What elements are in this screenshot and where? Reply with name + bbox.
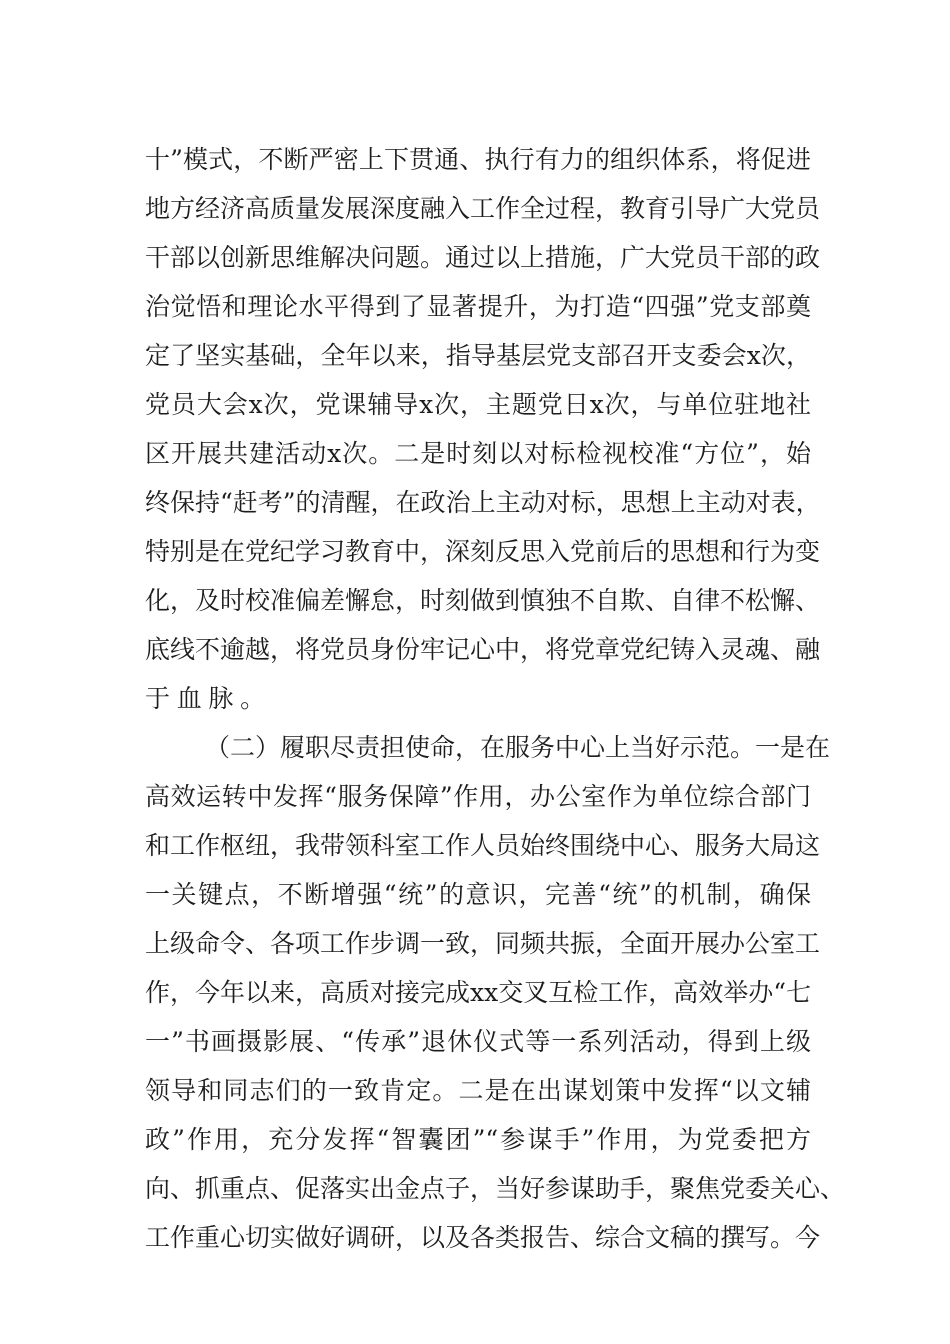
text-line: 终保持“赶考”的清醒，在政治上主动对标，思想上主动对表，: [145, 488, 821, 517]
text-line: 区开展共建活动x次。二是时刻以对标检视校准“方位”，始: [145, 439, 811, 468]
text-line: 地方经济高质量发展深度融入工作全过程，教育引导广大党员: [145, 194, 821, 223]
text-line: 上级命令、各项工作步调一致，同频共振，全面开展办公室工: [145, 929, 821, 958]
text-line: 一关键点，不断增强“统”的意识，完善“统”的机制，确保: [145, 880, 811, 909]
text-line: 定了坚实基础，全年以来，指导基层党支部召开支委会x次，: [145, 341, 811, 370]
text-line: 高效运转中发挥“服务保障”作用，办公室作为单位综合部门: [145, 782, 811, 811]
text-line: 作，今年以来，高质对接完成xx交叉互检工作，高效举办“七: [145, 978, 811, 1007]
text-line: 特别是在党纪学习教育中，深刻反思入党前后的思想和行为变: [145, 537, 821, 566]
text-line: 十”模式，不断严密上下贯通、执行有力的组织体系，将促进: [145, 145, 811, 174]
document-page: [145, 142, 846, 1269]
text-line: 一”书画摄影展、“传承”退休仪式等一系列活动，得到上级: [145, 1027, 811, 1056]
text-line: 于血脉。: [145, 684, 272, 713]
text-line: 化，及时校准偏差懈怠，时刻做到慎独不自欺、自律不松懈、: [145, 586, 821, 615]
text-line: 治觉悟和理论水平得到了显著提升，为打造“四强”党支部奠: [145, 292, 811, 321]
text-line: 向、抓重点、促落实出金点子，当好参谋助手，聚焦党委关心、: [145, 1174, 846, 1203]
text-line: 和工作枢纽，我带领科室工作人员始终围绕中心、服务大局这: [145, 831, 821, 860]
paragraph-1: [145, 142, 821, 730]
text-line: 政”作用，充分发挥“智囊团”“参谋手”作用，为党委把方: [145, 1125, 811, 1154]
text-line: 干部以创新思维解决问题。通过以上措施，广大党员干部的政: [145, 243, 821, 272]
text-line: 工作重心切实做好调研，以及各类报告、综合文稿的撰写。今: [145, 1223, 821, 1252]
text-line: （二）履职尽责担使命，在服务中心上当好示范。一是在: [205, 733, 831, 762]
text-line: 党员大会x次，党课辅导x次，主题党日x次，与单位驻地社: [145, 390, 811, 419]
text-line: 底线不逾越，将党员身份牢记心中，将党章党纪铸入灵魂、融: [145, 635, 821, 664]
text-line: 领导和同志们的一致肯定。二是在出谋划策中发挥“以文辅: [145, 1076, 811, 1105]
paragraph-2: [145, 730, 846, 1269]
